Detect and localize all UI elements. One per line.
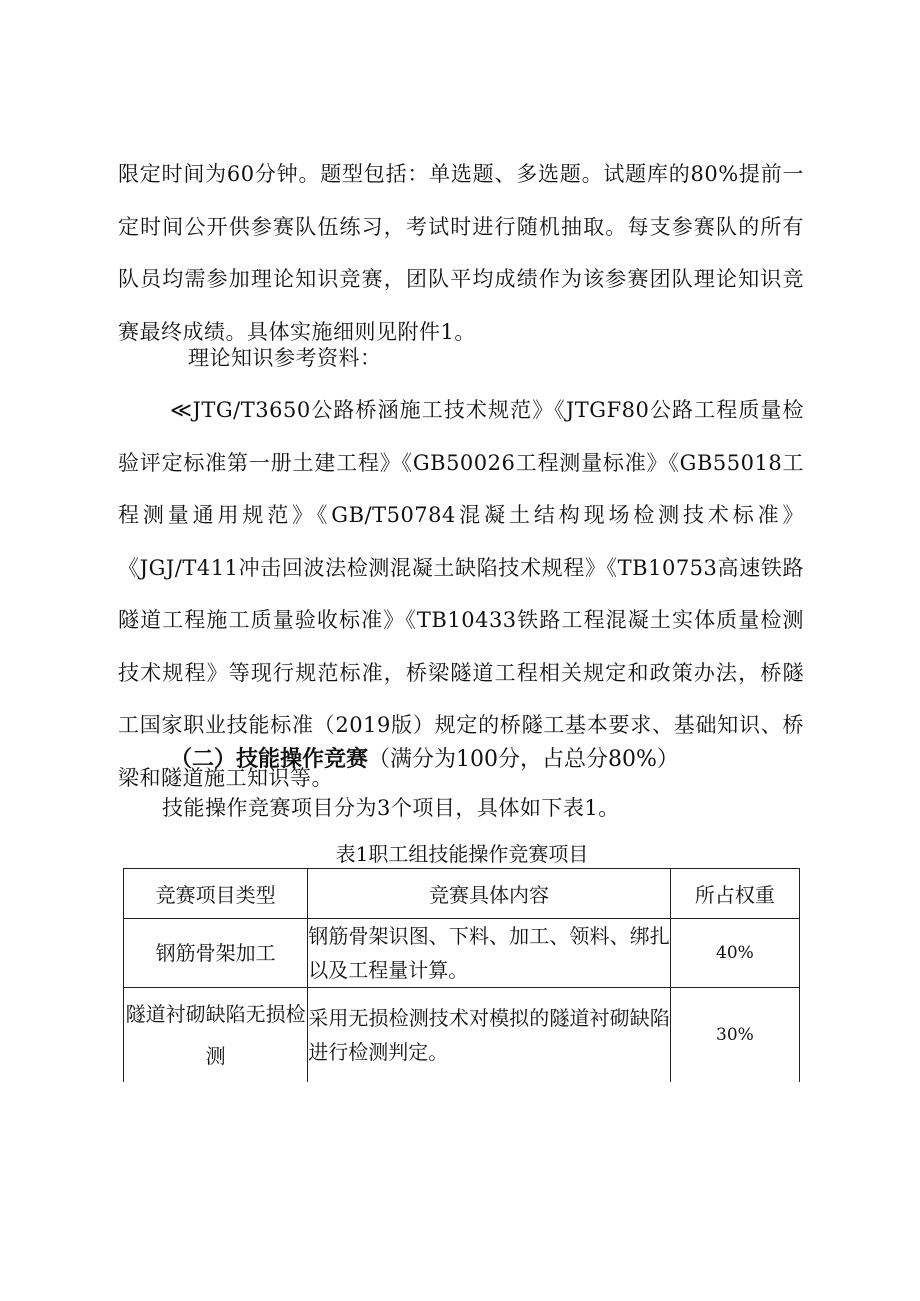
paragraph-reference-label: 理论知识参考资料： (188, 346, 382, 370)
cell-type: 钢筋骨架加工 (124, 919, 308, 988)
table-row (124, 919, 800, 988)
paragraph-reference-list: ≪JTG/T3650公路桥涵施工技术规范》《JTGF80公路工程质量检验评定标准第一册土建工程》《GB50026工程测量标准》《GB55018工程测量通用规范》《GB/T50784混凝土结构现场检测技术标准》《JGJ/T411冲击回波法检测混凝土缺陷技术规程》《TB10753高速铁路隧道工程施工质量验收标准》《TB10433铁路工程混凝土实体质量检测技术规程》等现行规范标准，桥梁隧道工程相关规定和政策办法，桥隧工国家职业技能标准（2019版）规定的桥隧工基本要求、基础知识、桥梁和隧道施工知识等。 (118, 398, 804, 790)
paragraph-skills-intro: 技能操作竞赛项目分为3个项目，具体如下表1。 (162, 796, 620, 820)
header-content: 竞赛具体内容 (308, 869, 671, 919)
header-type: 竞赛项目类型 (124, 869, 308, 919)
header-weight: 所占权重 (670, 869, 799, 919)
cell-content: 采用无损检测技术对模拟的隧道衬砌缺陷进行检测判定。 (308, 988, 671, 1083)
table-caption: 表1职工组技能操作竞赛项目 (335, 842, 589, 866)
section-heading-skills (170, 734, 810, 786)
table-row (124, 988, 800, 1083)
cell-content: 钢筋骨架识图、下料、加工、领料、绑扎以及工程量计算。 (308, 919, 671, 988)
cell-weight: 40% (670, 919, 799, 988)
cell-type: 隧道衬砌缺陷无损检测 (124, 988, 308, 1083)
section-heading-title: （二）技能操作竞赛 (170, 747, 369, 772)
contest-table (123, 868, 800, 1082)
section-heading-note: （满分为100分，占总分80%） (368, 747, 679, 772)
table-header-row (124, 869, 800, 919)
cell-weight: 30% (670, 988, 799, 1083)
paragraph-exam-rules: 限定时间为60分钟。题型包括：单选题、多选题。试题库的80%提前一定时间公开供参赛队伍练习，考试时进行随机抽取。每支参赛队的所有队员均需参加理论知识竞赛，团队平均成绩作为该参赛团队理论知识竞赛最终成绩。具体实施细则见附件1。 (118, 162, 804, 344)
